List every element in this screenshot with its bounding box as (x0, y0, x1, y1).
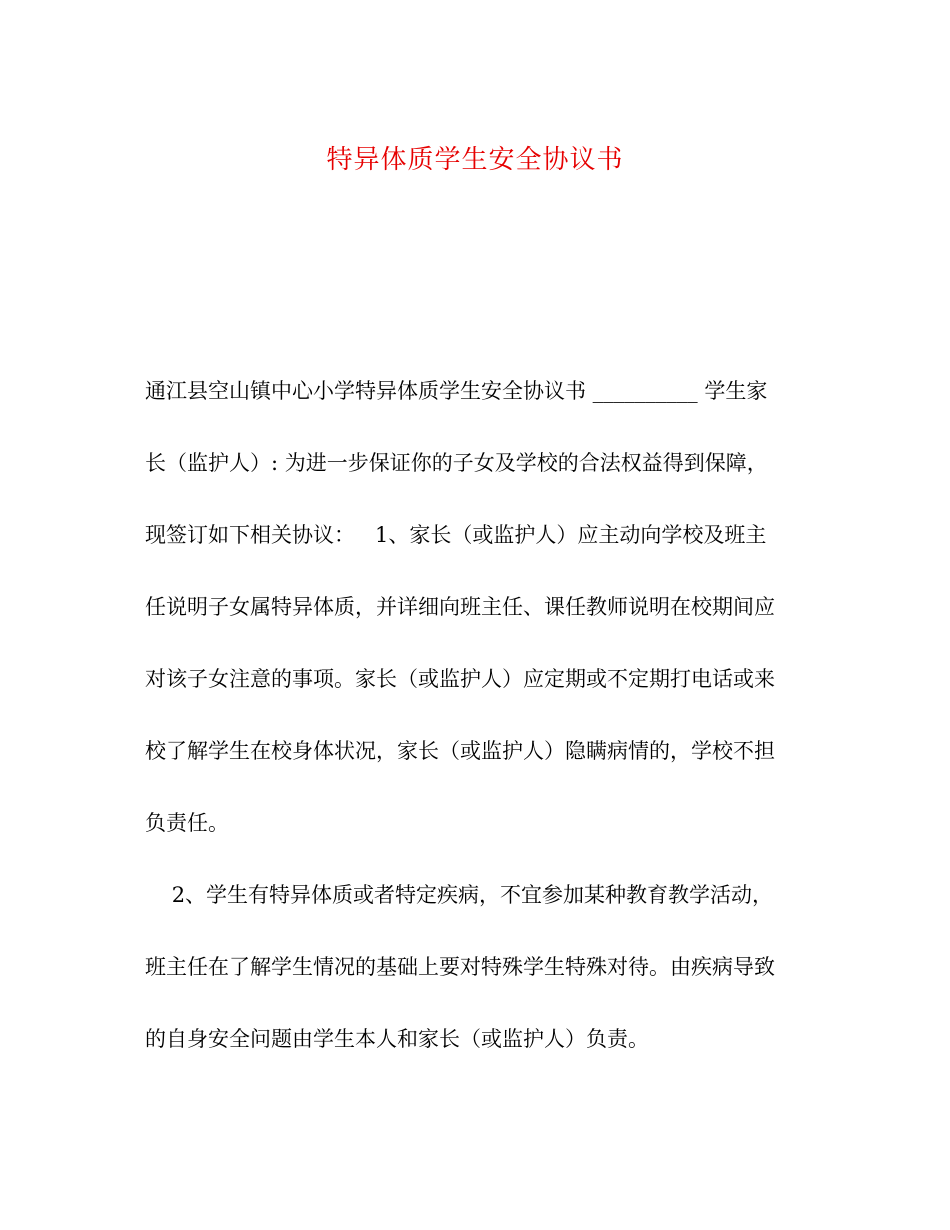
page-title: 特异体质学生安全协议书 (326, 145, 624, 175)
body-line-1: 通江县空山镇中心小学特异体质学生安全协议书 __________ 学生家 (145, 379, 768, 403)
body-line-4: 任说明子女属特异体质，并详细向班主任、课任教师说明在校期间应 (145, 595, 775, 619)
body-line-7: 负责任。 (145, 811, 229, 835)
body-line-9: 班主任在了解学生情况的基础上要对特殊学生特殊对待。由疾病导致 (145, 955, 775, 979)
body-line-8: 2、学生有特异体质或者特定疾病，不宜参加某种教育教学活动， (145, 883, 774, 907)
body-line-3: 现签订如下相关协议： 1、家长（或监护人）应主动向学校及班主 (145, 523, 767, 547)
body-line-10: 的自身安全问题由学生本人和家长（或监护人）负责。 (145, 1027, 649, 1051)
body-line-6: 校了解学生在校身体状况，家长（或监护人）隐瞒病情的，学校不担 (145, 739, 775, 763)
body-line-5: 对该子女注意的事项。家长（或监护人）应定期或不定期打电话或来 (145, 667, 775, 691)
body-line-2: 长（监护人）: 为进一步保证你的子女及学校的合法权益得到保障， (145, 451, 768, 475)
